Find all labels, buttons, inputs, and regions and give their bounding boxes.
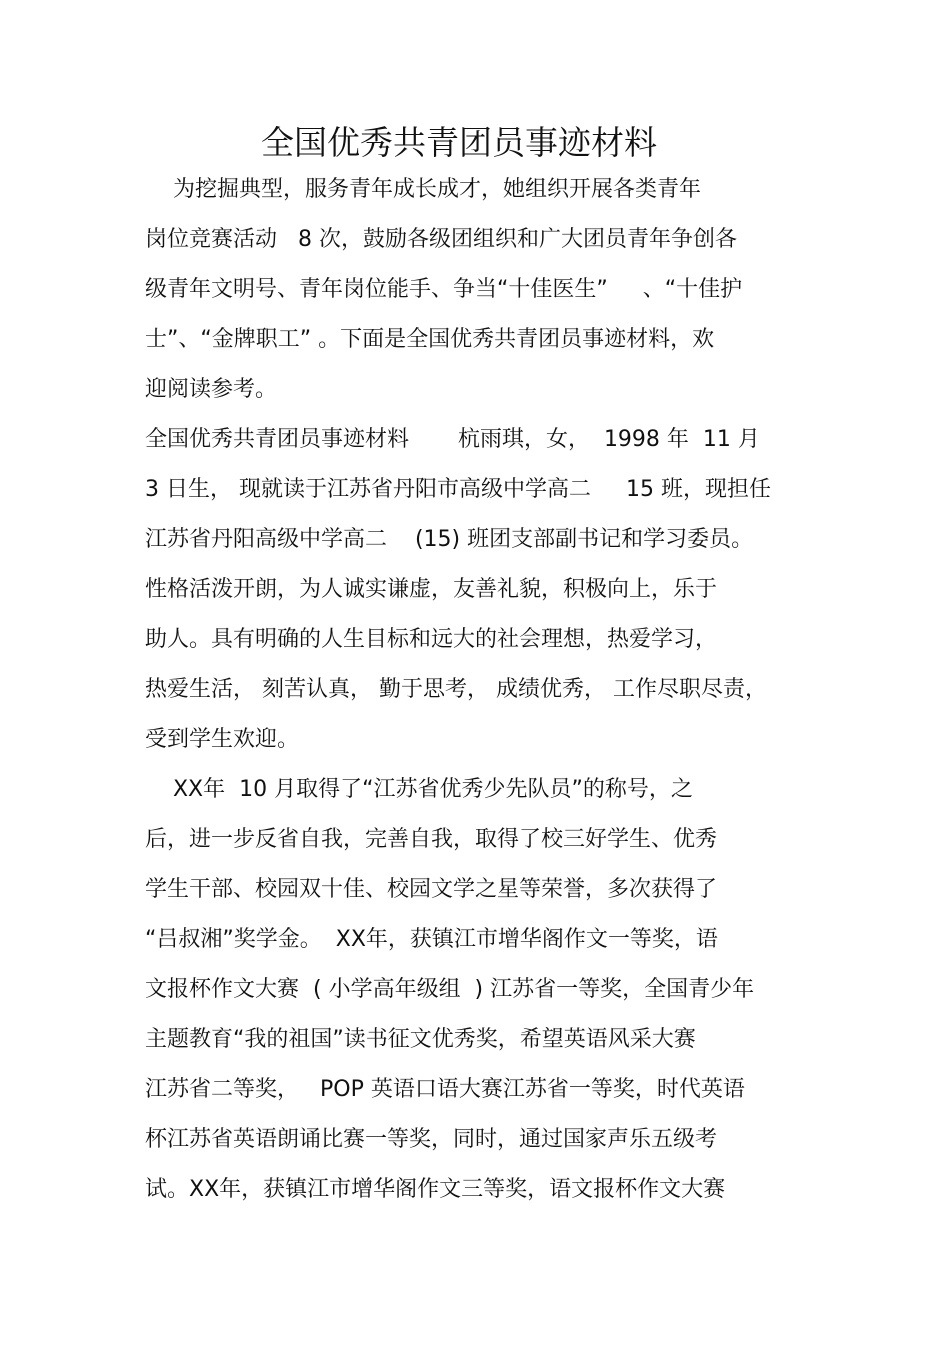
body-line: 主题教育“我的祖国”读书征文优秀奖，希望英语风采大赛 — [145, 1027, 696, 1052]
body-line: “吕叔湘”奖学金。 XX年，获镇江市增华阁作文一等奖，语 — [145, 927, 718, 952]
body-line: 后，进一步反省自我，完善自我，取得了校三好学生、优秀 — [145, 827, 718, 852]
body-line: 江苏省二等奖， POP 英语口语大赛江苏省一等奖，时代英语 — [145, 1077, 745, 1102]
body-line: XX年 10 月取得了“江苏省优秀少先队员”的称号，之 — [145, 777, 693, 802]
body-line: 性格活泼开朗，为人诚实谦虚，友善礼貌，积极向上，乐于 — [145, 577, 718, 602]
body-line: 迎阅读参考。 — [145, 377, 278, 402]
body-line: 江苏省丹阳高级中学高二 (15) 班团支部副书记和学习委员。 — [145, 527, 754, 552]
body-line: 全国优秀共青团员事迹材料 杭雨琪，女， 1998 年 11 月 — [145, 427, 760, 452]
body-line: 试。XX年，获镇江市增华阁作文三等奖，语文报杯作文大赛 — [145, 1177, 726, 1202]
body-line: 热爱生活， 刻苦认真， 勤于思考， 成绩优秀， 工作尽职尽责， — [145, 677, 767, 702]
body-line: 杯江苏省英语朗诵比赛一等奖，同时，通过国家声乐五级考 — [145, 1127, 718, 1152]
body-line: 受到学生欢迎。 — [145, 727, 300, 752]
body-line: 3 日生， 现就读于江苏省丹阳市高级中学高二 15 班，现担任 — [145, 477, 771, 502]
body-line: 文报杯作文大赛 ( 小学高年级组 ) 江苏省一等奖，全国青少年 — [145, 977, 755, 1002]
body-line: 岗位竞赛活动 8 次，鼓励各级团组织和广大团员青年争创各 — [145, 227, 737, 252]
body-line: 为挖掘典型，服务青年成长成才，她组织开展各类青年 — [145, 177, 701, 202]
body-line: 助人。具有明确的人生目标和远大的社会理想，热爱学习， — [145, 627, 718, 652]
body-line: 学生干部、校园双十佳、校园文学之星等荣誉，多次获得了 — [145, 877, 718, 902]
body-line: 级青年文明号、青年岗位能手、争当“十佳医生” 、“十佳护 — [145, 277, 743, 302]
document-title: 全国优秀共青团员事迹材料 — [261, 123, 657, 162]
body-line: 士”、“金牌职工” 。下面是全国优秀共青团员事迹材料，欢 — [145, 327, 715, 352]
